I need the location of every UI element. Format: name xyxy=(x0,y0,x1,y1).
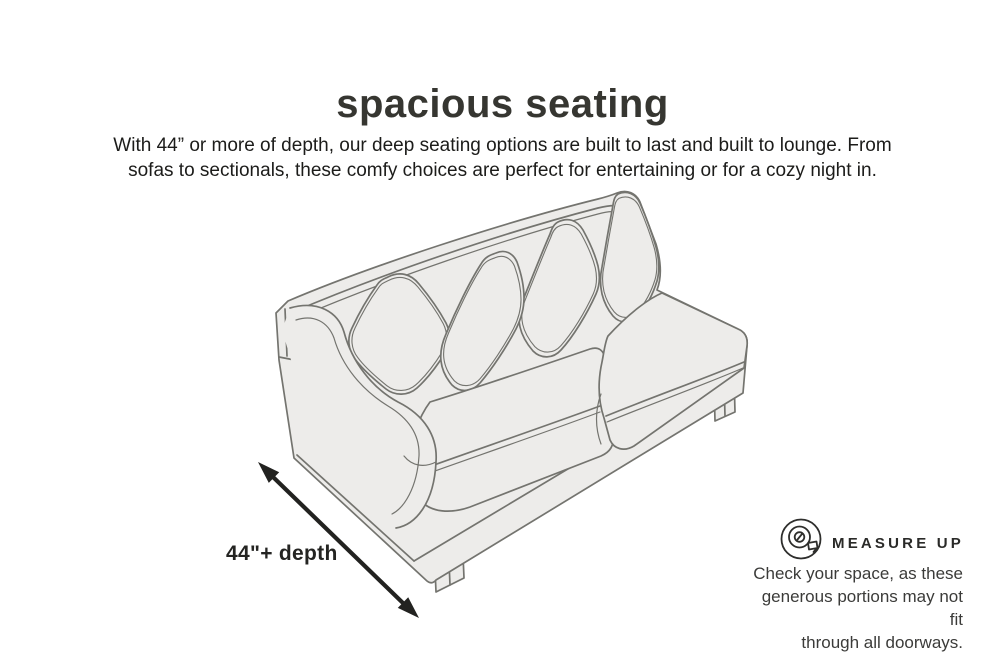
measure-up-note-line-1: Check your space, as these xyxy=(753,564,963,583)
intro-line-2: sofas to sectionals, these comfy choices are perfect for entertaining or for a cozy night in. xyxy=(128,160,877,181)
depth-dimension-label: 44"+ depth xyxy=(226,542,338,565)
measure-up-heading: MEASURE UP xyxy=(832,535,965,552)
page-title: spacious seating xyxy=(336,81,669,126)
measure-up-note-line-2: generous portions may not fit xyxy=(761,587,963,629)
sofa-group xyxy=(276,191,747,592)
intro-line-1: With 44” or more of depth, our deep seating options are built to last and built to lounge. From xyxy=(113,135,892,156)
tape-measure-icon xyxy=(780,518,824,562)
measure-up-note xyxy=(750,562,963,654)
measure-up-note-line-3: through all doorways. xyxy=(801,633,963,652)
